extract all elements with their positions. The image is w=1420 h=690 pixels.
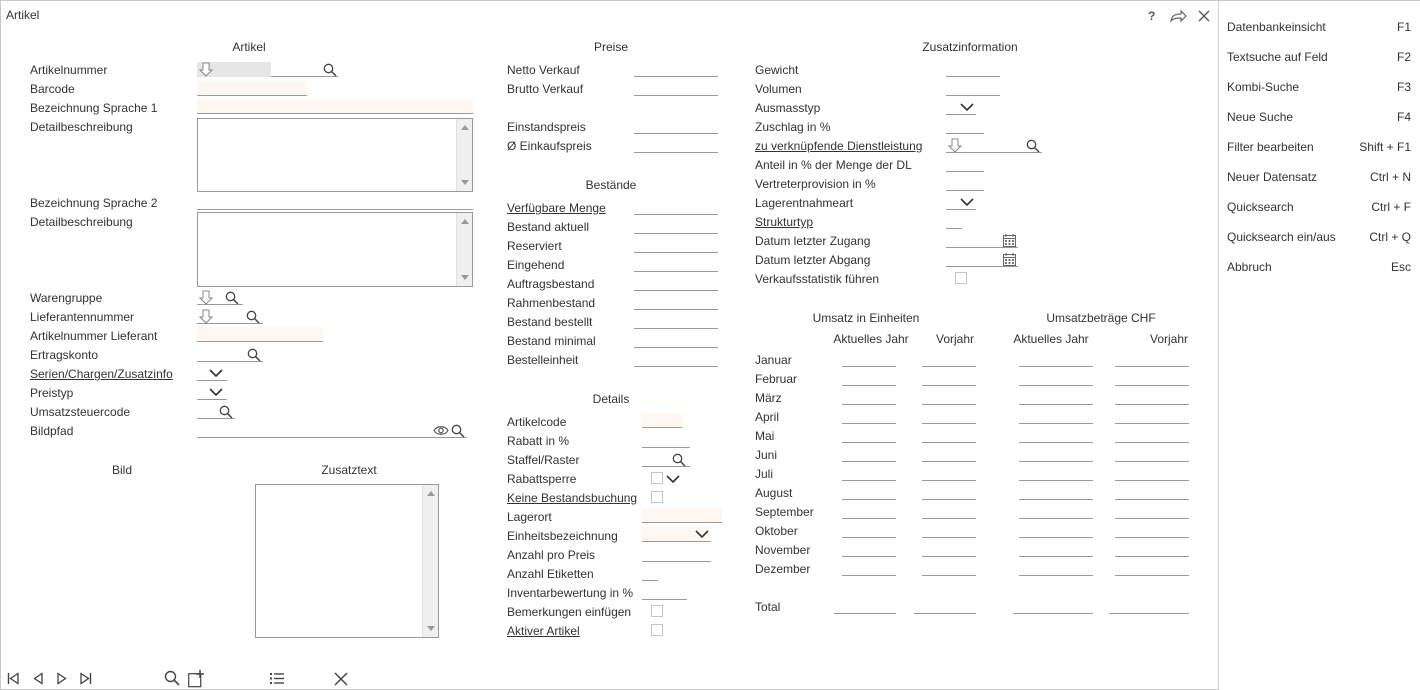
umsatz-chf-vorjahr-input[interactable] bbox=[1115, 466, 1189, 481]
section-heading-artikel: Artikel bbox=[232, 40, 266, 54]
umsatz-chf-aktuell-input[interactable] bbox=[1019, 466, 1093, 481]
arrow-down-icon[interactable] bbox=[199, 309, 213, 324]
list-icon[interactable] bbox=[270, 672, 284, 685]
svg-text:?: ? bbox=[1148, 9, 1156, 23]
chevron-down-icon[interactable] bbox=[209, 369, 223, 378]
rahmenbestand-input[interactable] bbox=[634, 295, 718, 310]
label-ausmasstyp: Ausmasstyp bbox=[755, 101, 821, 115]
calendar-icon[interactable] bbox=[1003, 253, 1016, 266]
inventarbewertung-input[interactable] bbox=[642, 585, 687, 600]
link-strukturtyp[interactable]: Strukturtyp bbox=[755, 215, 814, 229]
umsatz-einheiten-vorjahr-input[interactable] bbox=[922, 542, 976, 557]
umsatz-einheiten-vorjahr-input[interactable] bbox=[922, 466, 976, 481]
umsatz-chf-vorjahr-input[interactable] bbox=[1115, 561, 1189, 576]
rabatt-input[interactable] bbox=[642, 433, 690, 448]
label-reserviert: Reserviert bbox=[507, 239, 562, 253]
label-barcode: Barcode bbox=[30, 82, 75, 96]
label-einstandspreis: Einstandspreis bbox=[507, 120, 586, 134]
shortcut-key: F3 bbox=[1396, 80, 1411, 94]
label-artikelnummer-lieferant: Artikelnummer Lieferant bbox=[30, 329, 158, 343]
umsatz-month-label: Oktober bbox=[755, 524, 798, 538]
label-bestelleinheit: Bestelleinheit bbox=[507, 353, 579, 367]
umsatz-month-label: August bbox=[755, 486, 793, 500]
umsatz-month-label: September bbox=[755, 505, 814, 519]
label-rabattsperre: Rabattsperre bbox=[507, 472, 577, 486]
label-bezeichnung-1: Bezeichnung Sprache 1 bbox=[30, 101, 158, 115]
umsatz-einheiten-heading: Umsatz in Einheiten bbox=[812, 311, 920, 325]
label-detailbeschreibung-2: Detailbeschreibung bbox=[30, 215, 133, 229]
search-icon[interactable] bbox=[219, 405, 233, 419]
total-einheiten-aktuell[interactable] bbox=[834, 599, 896, 614]
shortcut-label: Quicksearch bbox=[1227, 200, 1294, 214]
rabattsperre-checkbox[interactable] bbox=[651, 472, 663, 484]
label-einkaufspreis: Ø Einkaufspreis bbox=[507, 139, 592, 153]
umsatz-chf-aktuell-input[interactable] bbox=[1019, 352, 1093, 367]
umsatz-einheiten-aktuell-input[interactable] bbox=[842, 466, 896, 481]
ausmasstyp-select[interactable] bbox=[946, 100, 976, 115]
umsatz-chf-vorjahr-input[interactable] bbox=[1115, 371, 1189, 386]
umsatz-chf-aktuell-input[interactable] bbox=[1019, 542, 1093, 557]
shortcut-label: Kombi-Suche bbox=[1227, 80, 1300, 94]
anteil-dl-input[interactable] bbox=[946, 157, 984, 172]
umsatz-chf-vorjahr-input[interactable] bbox=[1115, 504, 1189, 519]
datum-letzter-zugang-input[interactable] bbox=[946, 233, 1018, 248]
shortcut-key: F4 bbox=[1396, 110, 1411, 124]
umsatz-chf-aktuell-input[interactable] bbox=[1019, 428, 1093, 443]
dienstleistung-input[interactable] bbox=[946, 138, 1042, 153]
umsatz-einheiten-vorjahr-input[interactable] bbox=[922, 523, 976, 538]
umsatz-chf-aktuell-input[interactable] bbox=[1019, 447, 1093, 462]
arrow-down-icon[interactable] bbox=[948, 138, 962, 153]
shortcut-sidebar bbox=[1218, 1, 1420, 690]
shortcut-item[interactable] bbox=[1227, 110, 1411, 128]
calendar-icon[interactable] bbox=[1003, 234, 1016, 247]
label-netto-verkauf: Netto Verkauf bbox=[507, 63, 580, 77]
artikelcode-input[interactable] bbox=[642, 413, 682, 428]
shortcut-item[interactable] bbox=[1227, 80, 1411, 98]
brutto-verkauf-input[interactable] bbox=[634, 81, 718, 96]
umsatz-chf-aktuell-input[interactable] bbox=[1019, 485, 1093, 500]
label-staffel-raster: Staffel/Raster bbox=[507, 453, 580, 467]
label-datum-letzter-abgang: Datum letzter Abgang bbox=[755, 253, 871, 267]
link-aktiver-artikel[interactable]: Aktiver Artikel bbox=[507, 624, 580, 638]
bildpfad-input[interactable] bbox=[197, 423, 467, 438]
einkaufspreis-input[interactable] bbox=[634, 138, 718, 153]
first-record-icon[interactable] bbox=[7, 672, 19, 685]
share-icon[interactable] bbox=[1169, 9, 1187, 23]
label-umsatzsteuercode: Umsatzsteuercode bbox=[30, 405, 131, 419]
link-dienstleistung[interactable]: zu verknüpfende Dienstleistung bbox=[755, 139, 923, 153]
window-title: Artikel bbox=[6, 8, 40, 22]
label-lagerentnahmeart: Lagerentnahmeart bbox=[755, 196, 854, 210]
chevron-down-icon[interactable] bbox=[960, 198, 974, 207]
search-icon[interactable] bbox=[164, 670, 180, 686]
aktiver-artikel-checkbox[interactable] bbox=[651, 624, 663, 636]
section-heading-preise: Preise bbox=[593, 40, 628, 54]
col-header-aktuelles-jahr-chf: Aktuelles Jahr bbox=[1013, 332, 1089, 346]
umsatz-einheiten-aktuell-input[interactable] bbox=[842, 504, 896, 519]
chevron-down-icon[interactable] bbox=[666, 475, 680, 484]
label-anteil-dl: Anteil in % der Menge der DL bbox=[755, 158, 912, 172]
umsatz-einheiten-vorjahr-input[interactable] bbox=[922, 428, 976, 443]
preistyp-select[interactable] bbox=[197, 385, 227, 400]
search-icon[interactable] bbox=[1026, 139, 1040, 153]
vertreterprovision-input[interactable] bbox=[946, 176, 984, 191]
shortcut-label: Neue Suche bbox=[1227, 110, 1294, 124]
zusatztext-textarea[interactable] bbox=[255, 484, 439, 638]
einheitsbezeichnung-select[interactable] bbox=[642, 527, 711, 542]
bezeichnung-1-input[interactable] bbox=[197, 99, 473, 114]
chevron-down-icon[interactable] bbox=[695, 530, 709, 539]
new-record-icon[interactable] bbox=[188, 669, 207, 688]
label-brutto-verkauf: Brutto Verkauf bbox=[507, 82, 584, 96]
bemerkungen-einfuegen-checkbox[interactable] bbox=[651, 605, 663, 617]
link-keine-bestandsbuchung[interactable]: Keine Bestandsbuchung bbox=[507, 491, 638, 505]
umsatz-einheiten-aktuell-input[interactable] bbox=[842, 428, 896, 443]
label-bestand-aktuell: Bestand aktuell bbox=[507, 220, 590, 234]
label-verkaufsstatistik: Verkaufsstatistik führen bbox=[755, 272, 880, 286]
umsatz-month-label: April bbox=[755, 410, 780, 424]
umsatz-einheiten-aktuell-input[interactable] bbox=[842, 390, 896, 405]
label-anzahl-etiketten: Anzahl Etiketten bbox=[507, 567, 594, 581]
label-bestand-bestellt: Bestand bestellt bbox=[507, 315, 593, 329]
link-verfuegbare-menge[interactable]: Verfügbare Menge bbox=[507, 201, 606, 215]
lieferantennummer-input[interactable] bbox=[197, 309, 263, 324]
label-bestand-minimal: Bestand minimal bbox=[507, 334, 596, 348]
label-bemerkungen-einfuegen: Bemerkungen einfügen bbox=[507, 605, 632, 619]
lagerort-input[interactable] bbox=[642, 508, 722, 523]
umsatz-einheiten-aktuell-input[interactable] bbox=[842, 485, 896, 500]
zusatztext-heading: Zusatztext bbox=[321, 463, 377, 477]
label-total: Total bbox=[755, 600, 781, 614]
umsatz-chf-vorjahr-input[interactable] bbox=[1115, 409, 1189, 424]
label-bezeichnung-2: Bezeichnung Sprache 2 bbox=[30, 196, 158, 210]
umsatz-chf-aktuell-input[interactable] bbox=[1019, 371, 1093, 386]
label-datum-letzter-zugang: Datum letzter Zugang bbox=[755, 234, 871, 248]
total-chf-vorjahr[interactable] bbox=[1109, 599, 1189, 614]
umsatz-einheiten-aktuell-input[interactable] bbox=[842, 447, 896, 462]
label-gewicht: Gewicht bbox=[755, 63, 799, 77]
last-record-icon[interactable] bbox=[80, 672, 92, 685]
shortcut-item[interactable] bbox=[1227, 260, 1411, 278]
umsatz-einheiten-vorjahr-input[interactable] bbox=[922, 561, 976, 576]
shortcut-label: Neuer Datensatz bbox=[1227, 170, 1318, 184]
umsatz-month-label: Juni bbox=[755, 448, 778, 462]
label-artikelnummer: Artikelnummer bbox=[30, 63, 108, 77]
detailbeschreibung-1-textarea[interactable] bbox=[197, 118, 473, 192]
label-bildpfad: Bildpfad bbox=[30, 424, 74, 438]
search-icon[interactable] bbox=[451, 424, 465, 438]
umsatz-month-label: Januar bbox=[755, 353, 792, 367]
total-einheiten-vorjahr[interactable] bbox=[914, 599, 976, 614]
shortcut-label: Abbruch bbox=[1227, 260, 1272, 274]
label-inventarbewertung: Inventarbewertung in % bbox=[507, 586, 634, 600]
next-record-icon[interactable] bbox=[56, 672, 68, 685]
umsatz-einheiten-aktuell-input[interactable] bbox=[842, 561, 896, 576]
shortcut-label: Datenbankeinsicht bbox=[1227, 20, 1326, 34]
auftragsbestand-input[interactable] bbox=[634, 276, 718, 291]
umsatz-chf-vorjahr-input[interactable] bbox=[1115, 390, 1189, 405]
umsatz-month-label: Juli bbox=[755, 467, 774, 481]
shortcut-key: Ctrl + N bbox=[1369, 170, 1411, 184]
search-icon[interactable] bbox=[672, 453, 686, 467]
lagerentnahmeart-select[interactable] bbox=[946, 195, 976, 210]
shortcut-label: Quicksearch ein/aus bbox=[1227, 230, 1336, 244]
umsatz-month-label: März bbox=[755, 391, 782, 405]
umsatz-einheiten-vorjahr-input[interactable] bbox=[922, 504, 976, 519]
umsatz-einheiten-vorjahr-input[interactable] bbox=[922, 447, 976, 462]
shortcut-item[interactable] bbox=[1227, 50, 1411, 68]
umsatz-chf-vorjahr-input[interactable] bbox=[1115, 485, 1189, 500]
verfuegbare-menge-input[interactable] bbox=[634, 200, 718, 215]
umsatz-chf-aktuell-input[interactable] bbox=[1019, 523, 1093, 538]
umsatz-month-label: Februar bbox=[755, 372, 798, 386]
umsatz-einheiten-aktuell-input[interactable] bbox=[842, 371, 896, 386]
shortcut-key: Shift + F1 bbox=[1359, 140, 1411, 154]
shortcut-item[interactable] bbox=[1227, 200, 1411, 218]
close-window-icon[interactable] bbox=[1198, 10, 1210, 22]
label-detailbeschreibung-1: Detailbeschreibung bbox=[30, 120, 133, 134]
shortcut-key: Ctrl + F bbox=[1371, 200, 1411, 214]
scrollbar[interactable] bbox=[456, 213, 472, 286]
shortcut-key: F1 bbox=[1396, 20, 1411, 34]
label-lagerort: Lagerort bbox=[507, 510, 552, 524]
eye-icon[interactable] bbox=[433, 425, 449, 436]
scrollbar[interactable] bbox=[456, 119, 472, 191]
label-warengruppe: Warengruppe bbox=[30, 291, 103, 305]
gewicht-input[interactable] bbox=[946, 62, 1000, 77]
umsatzbetraege-heading: Umsatzbeträge CHF bbox=[1046, 311, 1156, 325]
col-header-vorjahr: Vorjahr bbox=[935, 332, 975, 346]
label-auftragsbestand: Auftragsbestand bbox=[507, 277, 595, 291]
shortcut-item[interactable] bbox=[1227, 140, 1411, 158]
label-lieferantennummer: Lieferantennummer bbox=[30, 310, 135, 324]
volumen-input[interactable] bbox=[946, 81, 1000, 96]
label-rahmenbestand: Rahmenbestand bbox=[507, 296, 596, 310]
umsatz-chf-vorjahr-input[interactable] bbox=[1115, 352, 1189, 367]
umsatz-chf-vorjahr-input[interactable] bbox=[1115, 542, 1189, 557]
verkaufsstatistik-checkbox[interactable] bbox=[955, 272, 967, 284]
datum-letzter-abgang-input[interactable] bbox=[946, 252, 1018, 267]
serien-select[interactable] bbox=[197, 366, 227, 381]
label-preistyp: Preistyp bbox=[30, 386, 74, 400]
label-zuschlag: Zuschlag in % bbox=[755, 120, 831, 134]
label-rabatt: Rabatt in % bbox=[507, 434, 570, 448]
strukturtyp-input[interactable] bbox=[946, 214, 962, 229]
search-icon[interactable] bbox=[323, 63, 337, 77]
bestand-bestellt-input[interactable] bbox=[634, 314, 718, 329]
umsatz-month-label: Mai bbox=[755, 429, 775, 443]
staffel-raster-input[interactable] bbox=[642, 452, 690, 467]
link-serien-chargen[interactable]: Serien/Chargen/Zusatzinfo bbox=[30, 367, 173, 381]
ertragskonto-input[interactable] bbox=[197, 347, 263, 362]
shortcut-label: Textsuche auf Feld bbox=[1227, 50, 1328, 64]
bestelleinheit-input[interactable] bbox=[634, 352, 718, 367]
umsatz-chf-aktuell-input[interactable] bbox=[1019, 409, 1093, 424]
artikelnummer-lieferant-input[interactable] bbox=[197, 327, 323, 342]
umsatz-month-label: Dezember bbox=[755, 562, 811, 576]
umsatz-einheiten-aktuell-input[interactable] bbox=[842, 409, 896, 424]
reserviert-input[interactable] bbox=[634, 238, 718, 253]
total-chf-aktuell[interactable] bbox=[1013, 599, 1093, 614]
label-artikelcode: Artikelcode bbox=[507, 415, 567, 429]
umsatz-einheiten-vorjahr-input[interactable] bbox=[922, 390, 976, 405]
netto-verkauf-input[interactable] bbox=[634, 62, 718, 77]
label-eingehend: Eingehend bbox=[507, 258, 565, 272]
umsatz-chf-aktuell-input[interactable] bbox=[1019, 561, 1093, 576]
zuschlag-input[interactable] bbox=[946, 119, 984, 134]
label-einheitsbezeichnung: Einheitsbezeichnung bbox=[507, 529, 618, 543]
arrow-down-icon[interactable] bbox=[199, 290, 213, 305]
umsatzsteuercode-input[interactable] bbox=[197, 404, 235, 419]
warengruppe-input[interactable] bbox=[197, 290, 243, 305]
barcode-input[interactable] bbox=[197, 81, 307, 96]
chevron-down-icon[interactable] bbox=[209, 388, 223, 397]
previous-record-icon[interactable] bbox=[32, 672, 44, 685]
eingehend-input[interactable] bbox=[634, 257, 718, 272]
umsatz-einheiten-vorjahr-input[interactable] bbox=[922, 485, 976, 500]
shortcut-label: Filter bearbeiten bbox=[1227, 140, 1314, 154]
shortcut-key: Ctrl + Q bbox=[1369, 230, 1411, 244]
section-heading-bestaende: Bestände bbox=[585, 178, 637, 192]
umsatz-einheiten-vorjahr-input[interactable] bbox=[922, 352, 976, 367]
bestand-minimal-input[interactable] bbox=[634, 333, 718, 348]
umsatz-chf-vorjahr-input[interactable] bbox=[1115, 523, 1189, 538]
col-header-aktuelles-jahr: Aktuelles Jahr bbox=[833, 332, 909, 346]
label-volumen: Volumen bbox=[755, 82, 802, 96]
shortcut-item[interactable] bbox=[1227, 170, 1411, 188]
chevron-down-icon[interactable] bbox=[960, 103, 974, 112]
einstandspreis-input[interactable] bbox=[634, 119, 718, 134]
umsatz-einheiten-aktuell-input[interactable] bbox=[842, 542, 896, 557]
scrollbar[interactable] bbox=[422, 485, 438, 637]
anzahl-pro-preis-input[interactable] bbox=[642, 547, 711, 562]
umsatz-chf-aktuell-input[interactable] bbox=[1019, 504, 1093, 519]
artikelnummer-input[interactable] bbox=[197, 62, 338, 77]
arrow-down-icon[interactable] bbox=[199, 62, 213, 77]
shortcut-key: Esc bbox=[1390, 260, 1411, 274]
section-heading-zusatzinformation: Zusatzinformation bbox=[922, 40, 1018, 54]
bezeichnung-2-input[interactable] bbox=[197, 195, 473, 210]
umsatz-einheiten-aktuell-input[interactable] bbox=[842, 352, 896, 367]
search-icon[interactable] bbox=[225, 291, 239, 305]
umsatz-einheiten-aktuell-input[interactable] bbox=[842, 523, 896, 538]
shortcut-key: F2 bbox=[1396, 50, 1411, 64]
shortcut-item[interactable] bbox=[1227, 230, 1411, 248]
umsatz-chf-aktuell-input[interactable] bbox=[1019, 390, 1093, 405]
shortcut-item[interactable] bbox=[1227, 20, 1411, 38]
bestand-aktuell-input[interactable] bbox=[634, 219, 718, 234]
section-heading-details: Details bbox=[592, 392, 630, 406]
umsatz-chf-vorjahr-input[interactable] bbox=[1115, 428, 1189, 443]
label-anzahl-pro-preis: Anzahl pro Preis bbox=[507, 548, 596, 562]
label-ertragskonto: Ertragskonto bbox=[30, 348, 99, 362]
bild-heading: Bild bbox=[111, 463, 132, 477]
umsatz-month-label: November bbox=[755, 543, 811, 557]
umsatz-einheiten-vorjahr-input[interactable] bbox=[922, 371, 976, 386]
cancel-icon[interactable] bbox=[334, 672, 348, 686]
umsatz-einheiten-vorjahr-input[interactable] bbox=[922, 409, 976, 424]
keine-bestandsbuchung-checkbox[interactable] bbox=[651, 491, 663, 503]
label-vertreterprovision: Vertreterprovision in % bbox=[755, 177, 876, 191]
col-header-vorjahr-chf: Vorjahr bbox=[1149, 332, 1189, 346]
search-icon[interactable] bbox=[246, 310, 260, 324]
help-icon[interactable] bbox=[1146, 9, 1158, 23]
anzahl-etiketten-input[interactable] bbox=[642, 566, 658, 581]
umsatz-chf-vorjahr-input[interactable] bbox=[1115, 447, 1189, 462]
search-icon[interactable] bbox=[247, 348, 261, 362]
detailbeschreibung-2-textarea[interactable] bbox=[197, 212, 473, 287]
